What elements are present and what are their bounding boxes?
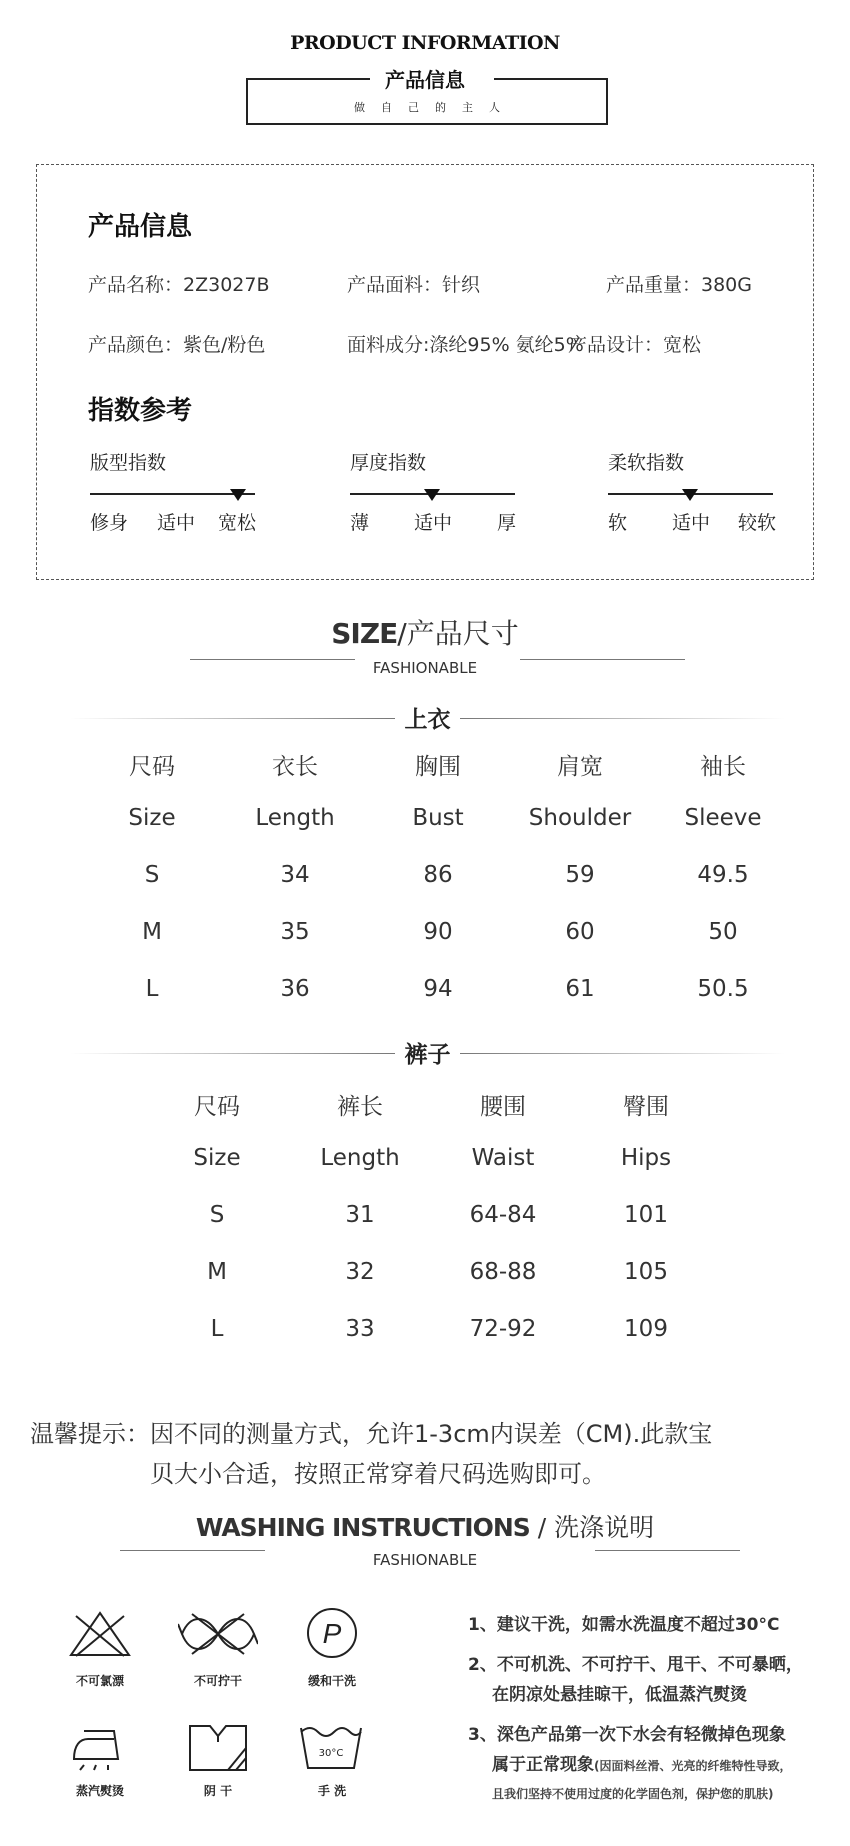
table-cell: 49.5 <box>697 862 749 888</box>
table-cell: 60 <box>565 919 595 945</box>
icon-label: 不可氯漂 <box>75 1674 124 1688</box>
wash-note-2a: 2、不可机洗、不可拧干、甩干、不可暴晒， <box>468 1655 803 1675</box>
table-cell: M <box>207 1259 227 1285</box>
table-cell: 64-84 <box>469 1202 537 1228</box>
wash-note-1: 1、建议干洗，如需水洗温度不超过30°C <box>468 1615 780 1635</box>
table-cell: S <box>144 862 160 888</box>
table-cell: 31 <box>345 1202 375 1228</box>
scale-marker-softness <box>682 489 698 501</box>
wash-note-3a: 3、深色产品第一次下水会有轻微掉色现象 <box>468 1725 786 1745</box>
table-cell: S <box>209 1202 225 1228</box>
wash-note-2b: 在阴凉处悬挂晾干，低温蒸汽熨烫 <box>492 1685 747 1705</box>
table-cell: 105 <box>624 1259 668 1285</box>
table-header: 衣长 <box>272 754 318 780</box>
table-cell: M <box>142 919 162 945</box>
scale-marker-thickness <box>424 489 440 501</box>
index-ref-heading: 指数参考 <box>88 396 193 426</box>
product-info-heading: 产品信息 <box>88 212 193 242</box>
table-header: 胸围 <box>415 754 461 780</box>
table-cell: 35 <box>280 919 310 945</box>
table-header: 尺码 <box>129 754 175 780</box>
table-header: 腰围 <box>480 1094 526 1120</box>
product-color: 产品颜色：紫色/粉色 <box>88 334 266 356</box>
table-header: Shoulder <box>528 805 632 831</box>
table-cell: L <box>145 976 159 1002</box>
table-cell: 59 <box>565 862 595 888</box>
table-header: Length <box>255 805 335 831</box>
table-header: 裤长 <box>337 1094 383 1120</box>
iron-steam-icon <box>70 1725 126 1771</box>
product-composition: 面料成分:涤纶95% 氨纶5% <box>347 334 584 356</box>
table-cell: 61 <box>565 976 595 1002</box>
header-title-cn: 产品信息 <box>385 68 465 92</box>
scale-tick: 适中 <box>672 512 711 534</box>
hand-wash-icon <box>298 1722 364 1772</box>
table-cell: 72-92 <box>469 1316 537 1342</box>
scale-tick: 适中 <box>157 512 196 534</box>
table-header: 尺码 <box>194 1094 240 1120</box>
tip-line-2: 贝大小合适，按照正常穿着尺码选购即可。 <box>150 1460 606 1488</box>
icon-label: 蒸汽熨烫 <box>75 1784 124 1798</box>
washing-title <box>0 1508 850 1544</box>
table-header: 肩宽 <box>557 754 603 780</box>
icon-label: 阴 干 <box>203 1784 233 1798</box>
table-cell: 50.5 <box>697 976 749 1002</box>
table-cell: 90 <box>423 919 453 945</box>
top-rule-right <box>460 718 785 719</box>
icon-label: 手 洗 <box>317 1784 347 1798</box>
scale-tick: 宽松 <box>218 512 257 534</box>
size-title-rest: /产品尺寸 <box>397 617 519 650</box>
scale-tick: 软 <box>608 512 628 534</box>
wash-note-3b-small: (因面料丝滑、光亮的纤维特性导致， <box>594 1759 792 1773</box>
table-cell: 86 <box>423 862 453 888</box>
washing-subtitle: FASHIONABLE <box>372 1551 478 1569</box>
scale-tick: 较软 <box>738 512 777 534</box>
shade-dry-icon <box>188 1722 248 1772</box>
table-header: 臀围 <box>623 1094 669 1120</box>
size-subtitle: FASHIONABLE <box>372 659 478 677</box>
product-design: 产品设计：宽松 <box>568 334 702 356</box>
size-title-bold: SIZE <box>331 617 398 650</box>
table-cell: 32 <box>345 1259 375 1285</box>
pants-section-label: 裤子 <box>404 1042 451 1068</box>
no-wring-icon <box>178 1610 258 1658</box>
scale-label-thickness: 厚度指数 <box>350 452 427 474</box>
table-header: Hips <box>620 1145 672 1171</box>
header-subtitle: 做自己的主人 <box>354 101 516 114</box>
table-cell: 36 <box>280 976 310 1002</box>
icon-label: 不可拧干 <box>193 1674 242 1688</box>
product-weight: 产品重量：380G <box>606 274 752 296</box>
table-cell: 33 <box>345 1316 375 1342</box>
hand-wash-temp: 30°C <box>318 1748 344 1759</box>
gentle-dry-clean-icon <box>305 1606 359 1660</box>
table-cell: 94 <box>423 976 453 1002</box>
table-header: Size <box>128 805 176 831</box>
table-cell: 50 <box>708 919 738 945</box>
top-section-label: 上衣 <box>404 707 451 733</box>
table-cell: 68-88 <box>469 1259 537 1285</box>
scale-tick: 薄 <box>350 512 370 534</box>
table-cell: 34 <box>280 862 310 888</box>
table-cell: 101 <box>624 1202 668 1228</box>
scale-label-fit: 版型指数 <box>90 452 167 474</box>
table-cell: 109 <box>624 1316 668 1342</box>
scale-tick: 适中 <box>414 512 453 534</box>
washing-title-rest: / 洗涤说明 <box>529 1513 655 1542</box>
wash-note-3b-bold: 属于正常现象 <box>492 1755 594 1775</box>
scale-tick: 修身 <box>90 512 129 534</box>
pants-rule-left <box>70 1053 395 1054</box>
washing-title-bold: WASHING INSTRUCTIONS <box>195 1513 530 1542</box>
scale-marker-fit <box>230 489 246 501</box>
dry-clean-glyph: P <box>322 1618 342 1649</box>
scale-label-softness: 柔软指数 <box>608 452 685 474</box>
product-fabric: 产品面料：针织 <box>347 274 481 296</box>
table-header: Bust <box>412 805 464 831</box>
table-header: 袖长 <box>700 754 746 780</box>
table-header: Sleeve <box>684 805 762 831</box>
table-header: Size <box>193 1145 241 1171</box>
icon-label: 缓和干洗 <box>307 1674 356 1688</box>
no-bleach-icon <box>68 1610 132 1658</box>
size-title <box>0 612 850 652</box>
tip-line-1: 温馨提示：因不同的测量方式，允许1-3cm内误差（CM).此款宝 <box>30 1420 713 1448</box>
top-rule-left <box>70 718 395 719</box>
wash-note-3c: 且我们坚持不使用过度的化学固色剂，保护您的肌肤) <box>492 1787 774 1801</box>
scale-tick: 厚 <box>497 512 517 534</box>
table-header: Waist <box>471 1145 535 1171</box>
header-title-en: PRODUCT INFORMATION <box>290 32 560 54</box>
wash-note-3b <box>492 1750 792 1775</box>
pants-rule-right <box>460 1053 785 1054</box>
table-cell: L <box>210 1316 224 1342</box>
table-header: Length <box>320 1145 400 1171</box>
product-name: 产品名称：2Z3027B <box>88 274 270 296</box>
